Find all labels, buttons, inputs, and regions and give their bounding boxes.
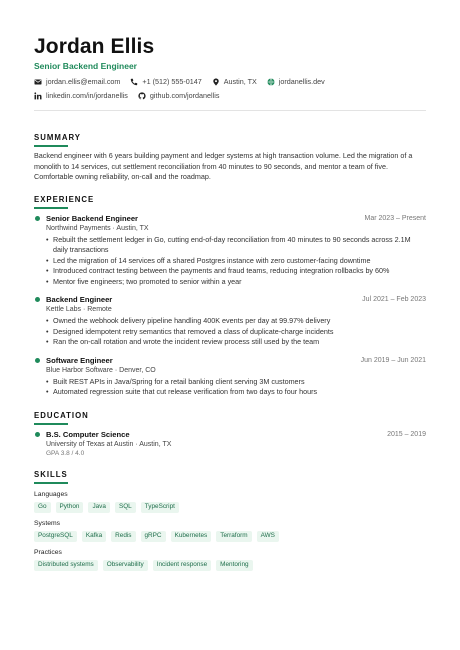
skills-chips xyxy=(34,531,426,542)
job-entry xyxy=(34,356,426,398)
skill-chip: Go xyxy=(34,502,51,513)
experience-heading: EXPERIENCE xyxy=(34,194,95,204)
job-bullet: • Owned the webhook delivery pipeline handling 400K events per day at 99.97% delivery xyxy=(46,316,426,327)
job-company: Kettle Labs · Remote xyxy=(46,306,112,313)
contact-location xyxy=(212,77,257,86)
skill-chip: Redis xyxy=(111,531,135,542)
skill-chip: Java xyxy=(88,502,110,513)
skill-chip: SQL xyxy=(115,502,136,513)
location-icon xyxy=(212,78,220,86)
job-bullets xyxy=(46,316,426,348)
job-title: Senior Backend Engineer xyxy=(46,213,138,223)
job-bullet-dot xyxy=(35,358,40,363)
contact-github-text: github.com/jordanellis xyxy=(149,91,220,100)
job-bullet-dot xyxy=(35,297,40,302)
education-section xyxy=(34,411,426,458)
job-bullet: • Introduced contract testing between the payments and fraud teams, reducing integration rollbacks by 60% xyxy=(46,266,426,277)
skills-group-label: Languages xyxy=(34,490,68,498)
candidate-title: Senior Backend Engineer xyxy=(34,61,137,71)
contact-location-text: Austin, TX xyxy=(223,77,257,86)
skill-chip: Incident response xyxy=(153,560,211,571)
github-icon xyxy=(138,92,146,100)
education-heading-underline xyxy=(34,423,68,425)
summary-heading-underline xyxy=(34,145,68,147)
experience-heading-underline xyxy=(34,207,68,209)
skill-chip: Observability xyxy=(103,560,148,571)
contact-linkedin-text: linkedin.com/in/jordanellis xyxy=(46,91,128,100)
job-entry xyxy=(34,214,426,288)
resume-page xyxy=(34,36,426,571)
contact-linkedin[interactable] xyxy=(34,91,128,100)
education-heading: EDUCATION xyxy=(34,410,89,420)
header-divider xyxy=(34,110,426,111)
skills-chips xyxy=(34,560,426,571)
job-company: Northwind Payments · Austin, TX xyxy=(46,224,149,232)
skill-chip: Kafka xyxy=(82,531,106,542)
skill-chip: Terraform xyxy=(216,531,251,542)
education-dates: 2015 – 2019 xyxy=(387,430,426,438)
job-bullet-dot xyxy=(35,216,40,221)
education-gpa: GPA 3.8 / 4.0 xyxy=(46,449,85,457)
contact-github[interactable] xyxy=(138,91,220,100)
globe-icon xyxy=(267,78,275,86)
contact-email[interactable] xyxy=(34,77,120,86)
job-bullet: • Led the migration of 14 services off a shared Postgres instance with zero customer-facing downtime xyxy=(46,256,426,267)
contact-website[interactable] xyxy=(267,77,325,86)
contact-website-text: jordanellis.dev xyxy=(278,77,325,86)
education-bullet-dot xyxy=(35,432,40,437)
skill-chip: Python xyxy=(56,502,84,513)
job-title: Backend Engineer xyxy=(46,295,113,304)
skill-chip: gRPC xyxy=(141,531,166,542)
skills-group-label: Systems xyxy=(34,519,61,527)
skills-chips xyxy=(34,502,426,513)
job-bullets xyxy=(46,377,426,398)
skills-section xyxy=(34,470,426,571)
contact-email-text: jordan.ellis@email.com xyxy=(46,77,121,86)
job-dates: Mar 2023 – Present xyxy=(364,214,426,222)
job-bullet: • Ran the on-call rotation and wrote the incident review process still used by the team xyxy=(46,337,426,348)
skills-heading: SKILLS xyxy=(34,469,68,479)
skill-chip: TypeScript xyxy=(141,502,179,513)
candidate-name: Jordan Ellis xyxy=(34,35,155,58)
mail-icon xyxy=(34,78,42,86)
skill-chip: AWS xyxy=(257,531,279,542)
job-bullet: • Built REST APIs in Java/Spring for a retail banking client serving 3M customers xyxy=(46,377,426,388)
job-company: Blue Harbor Software · Denver, CO xyxy=(46,366,156,374)
job-bullet: • Rebuilt the settlement ledger in Go, cutting end-of-day reconciliation from 40 minutes to 90 seconds across 2.1M daily transactions xyxy=(46,235,426,256)
skill-chip: Mentoring xyxy=(216,560,252,571)
skill-chip: Kubernetes xyxy=(171,531,212,542)
summary-text: Backend engineer with 6 years building payment and ledger systems at high transaction volume. Led the migration of a monolith to 14 services, cut settlement reconciliation from 40 minutes to 90 seconds, and mentor a team of five. Comfortable owning reliability, on-call and the roadmap. xyxy=(34,151,413,181)
skill-chip: PostgreSQL xyxy=(34,531,77,542)
job-bullet: • Designed idempotent retry semantics that removed a class of duplicate-charge incidents xyxy=(46,327,426,338)
skills-group-label: Practices xyxy=(34,548,62,556)
education-degree: B.S. Computer Science xyxy=(46,429,130,439)
job-bullets xyxy=(46,235,426,288)
job-entry xyxy=(34,295,426,348)
phone-icon xyxy=(130,78,138,86)
summary-heading: SUMMARY xyxy=(34,133,81,142)
education-school: University of Texas at Austin · Austin, TX xyxy=(46,440,172,448)
linkedin-icon xyxy=(34,92,42,100)
job-title: Software Engineer xyxy=(46,355,113,365)
experience-section xyxy=(34,195,426,398)
job-dates: Jul 2021 – Feb 2023 xyxy=(362,296,426,303)
summary-section xyxy=(34,133,426,183)
job-bullet: • Mentor five engineers; two promoted to senior within a year xyxy=(46,277,426,288)
education-entry xyxy=(34,430,426,458)
skills-heading-underline xyxy=(34,482,68,484)
skill-chip: Distributed systems xyxy=(34,560,98,571)
job-dates: Jun 2019 – Jun 2021 xyxy=(360,356,426,364)
job-bullet: • Automated regression suite that cut release verification from two days to four hours xyxy=(46,387,426,398)
contact-phone[interactable] xyxy=(130,77,201,86)
contact-info xyxy=(34,77,426,105)
contact-phone-text: +1 (512) 555-0147 xyxy=(142,77,202,86)
